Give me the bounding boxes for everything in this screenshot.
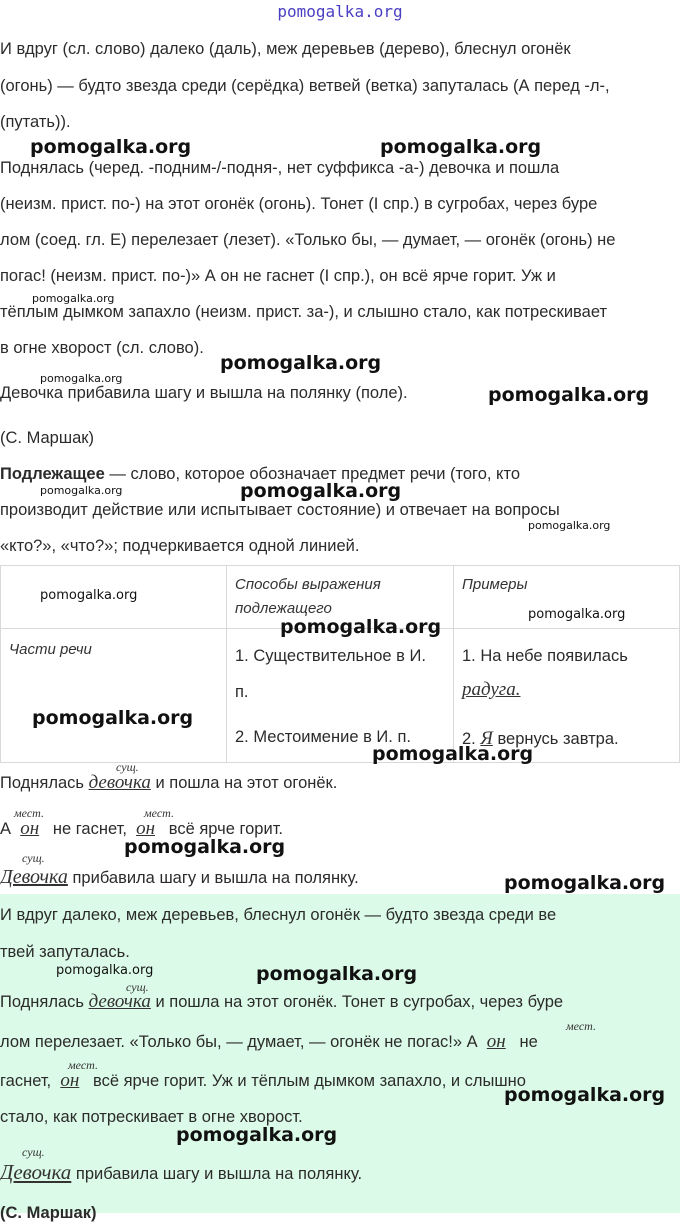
example-sentence-1 — [0, 772, 337, 794]
watermark: pomogalka.org — [380, 136, 542, 158]
author-2: (С. Маршак) — [0, 1204, 97, 1222]
watermark: pomogalka.org — [280, 616, 442, 638]
example-2-subject-1: он — [20, 818, 40, 839]
final-line-3-pre: Поднялась — [0, 993, 84, 1011]
final-line-4-text: лом перелезает. «Только бы, — думает, — огонёк не погас!» А — [0, 1033, 478, 1051]
table-way-2: 2. Местоимение в И. п. — [235, 728, 411, 746]
table-row-label: Части речи — [9, 641, 92, 658]
table-way-1a: 1. Существительное в И. — [235, 647, 426, 665]
definition-line-3: «кто?», «что?»; подчеркивается одной линией. — [0, 537, 360, 555]
final-line-7-post: прибавила шагу и вышла на полянку. — [75, 1165, 363, 1183]
table-header-ways-a: Способы выражения — [235, 576, 381, 593]
watermark: pomogalka.org — [32, 707, 194, 729]
analysis-line-8: тёплым дымком запахло (неизм. прист. за-), и слышно стало, как потрескивает — [0, 303, 608, 321]
analysis-line-7: погас! (неизм. прист. по-)» А он не гаснет (I спр.), он всё ярче горит. Уж и — [0, 267, 556, 285]
final-line-5-pre: гаснет, — [0, 1072, 52, 1090]
analysis-line-3: (путать)). — [0, 113, 71, 131]
watermark: pomogalka.org — [220, 352, 382, 374]
final-line-5-subject: он — [60, 1070, 80, 1091]
analysis-line-6: лом (соед. гл. Е) перелезает (лезет). «Только бы, — думает, — огонёк (огонь) не — [0, 231, 616, 249]
noun-mark-4: сущ. — [22, 1145, 45, 1159]
final-line-3-subject: девочка — [88, 991, 151, 1012]
final-line-1: И вдруг далеко, меж деревьев, блеснул огонёк — будто звезда среди ве — [0, 906, 557, 924]
definition-term: Подлежащее — [0, 465, 105, 483]
watermark: pomogalka.org — [30, 136, 192, 158]
watermark: pomogalka.org — [40, 372, 123, 385]
watermark: pomogalka.org — [240, 480, 402, 502]
watermark: pomogalka.org — [124, 836, 286, 858]
table-row-label-cell — [1, 629, 227, 763]
final-line-6: стало, как потрескивает в огне хворост. — [0, 1108, 303, 1126]
watermark: pomogalka.org — [40, 588, 138, 603]
example-1-post: и пошла на этот огонёк. — [155, 774, 338, 792]
example-2-a: А — [0, 820, 12, 838]
final-line-7-subject: Девочка — [0, 1160, 72, 1184]
table-example-2-word: Я — [480, 728, 493, 749]
definition-line-2: производит действие или испытывает состояние) и отвечает на вопросы — [0, 501, 560, 519]
watermark: pomogalka.org — [504, 872, 666, 894]
final-line-5 — [0, 1070, 526, 1092]
watermark: pomogalka.org — [56, 963, 154, 978]
analysis-line-1: И вдруг (сл. слово) далеко (даль), меж деревьев (дерево), блеснул огонёк — [0, 40, 571, 58]
final-line-3-post: и пошла на этот огонёк. Тонет в сугробах, через буре — [155, 993, 564, 1011]
watermark: pomogalka.org — [176, 1124, 338, 1146]
pron-mark-4: мест. — [68, 1058, 98, 1072]
watermark: pomogalka.org — [32, 292, 115, 305]
site-link-top[interactable]: pomogalka.org — [277, 2, 403, 21]
example-2-subject-2: он — [136, 818, 156, 839]
analysis-line-9: в огне хворост (сл. слово). — [0, 339, 204, 357]
table-example-1-word: радуга. — [462, 679, 521, 700]
table-header-ways-b: подлежащего — [235, 600, 332, 617]
watermark: pomogalka.org — [372, 743, 534, 765]
table-header-examples: Примеры — [462, 576, 528, 593]
table-way-1b: п. — [235, 683, 249, 701]
example-2-post: всё ярче горит. — [168, 820, 284, 838]
final-line-5-post: всё ярче горит. Уж и тёплым дымком запахло, и слышно — [93, 1072, 526, 1090]
analysis-line-10: Девочка прибавила шагу и вышла на полянку (поле). — [0, 384, 408, 402]
example-2-mid: не гаснет, — [52, 820, 127, 838]
pron-mark-3: мест. — [566, 1019, 596, 1033]
example-sentence-3 — [0, 866, 359, 889]
table-example-2-num: 2. — [462, 730, 476, 748]
watermark: pomogalka.org — [504, 1084, 666, 1106]
analysis-line-2: (огонь) — будто звезда среди (серёдка) ветвей (ветка) запуталась (А перед -л-, — [0, 77, 610, 95]
pron-mark-2: мест. — [144, 806, 174, 820]
final-line-2: твей запуталась. — [0, 943, 130, 961]
noun-mark-3: сущ. — [126, 980, 149, 994]
final-line-3 — [0, 991, 563, 1013]
example-3-subject: Девочка — [0, 866, 68, 888]
watermark: pomogalka.org — [528, 607, 626, 622]
final-line-4-subject: он — [486, 1031, 506, 1052]
watermark: pomogalka.org — [256, 963, 418, 985]
noun-mark-2: сущ. — [22, 851, 45, 865]
example-1-subject: девочка — [88, 772, 151, 793]
final-line-7 — [0, 1160, 362, 1185]
final-line-4 — [0, 1031, 538, 1053]
author-1: (С. Маршак) — [0, 429, 94, 447]
final-line-4-post: не — [519, 1033, 538, 1051]
table-example-2-rest: вернусь завтра. — [492, 730, 619, 748]
analysis-line-5: (неизм. прист. по-) на этот огонёк (огонь). Тонет (I спр.) в сугробах, через буре — [0, 195, 598, 213]
table-example-1: 1. На небе появилась — [462, 647, 628, 665]
pron-mark-1: мест. — [14, 806, 44, 820]
analysis-line-4: Поднялась (черед. -подним-/-подня-, нет суффикса -а-) девочка и пошла — [0, 159, 560, 177]
noun-mark-1: сущ. — [116, 760, 139, 774]
watermark: pomogalka.org — [40, 484, 123, 497]
watermark: pomogalka.org — [528, 519, 611, 532]
watermark: pomogalka.org — [488, 384, 650, 406]
example-3-post: прибавила шагу и вышла на полянку. — [72, 869, 359, 887]
example-1-pre: Поднялась — [0, 774, 84, 792]
definition-text-1: — слово, которое обозначает предмет речи (того, кто — [104, 465, 521, 483]
